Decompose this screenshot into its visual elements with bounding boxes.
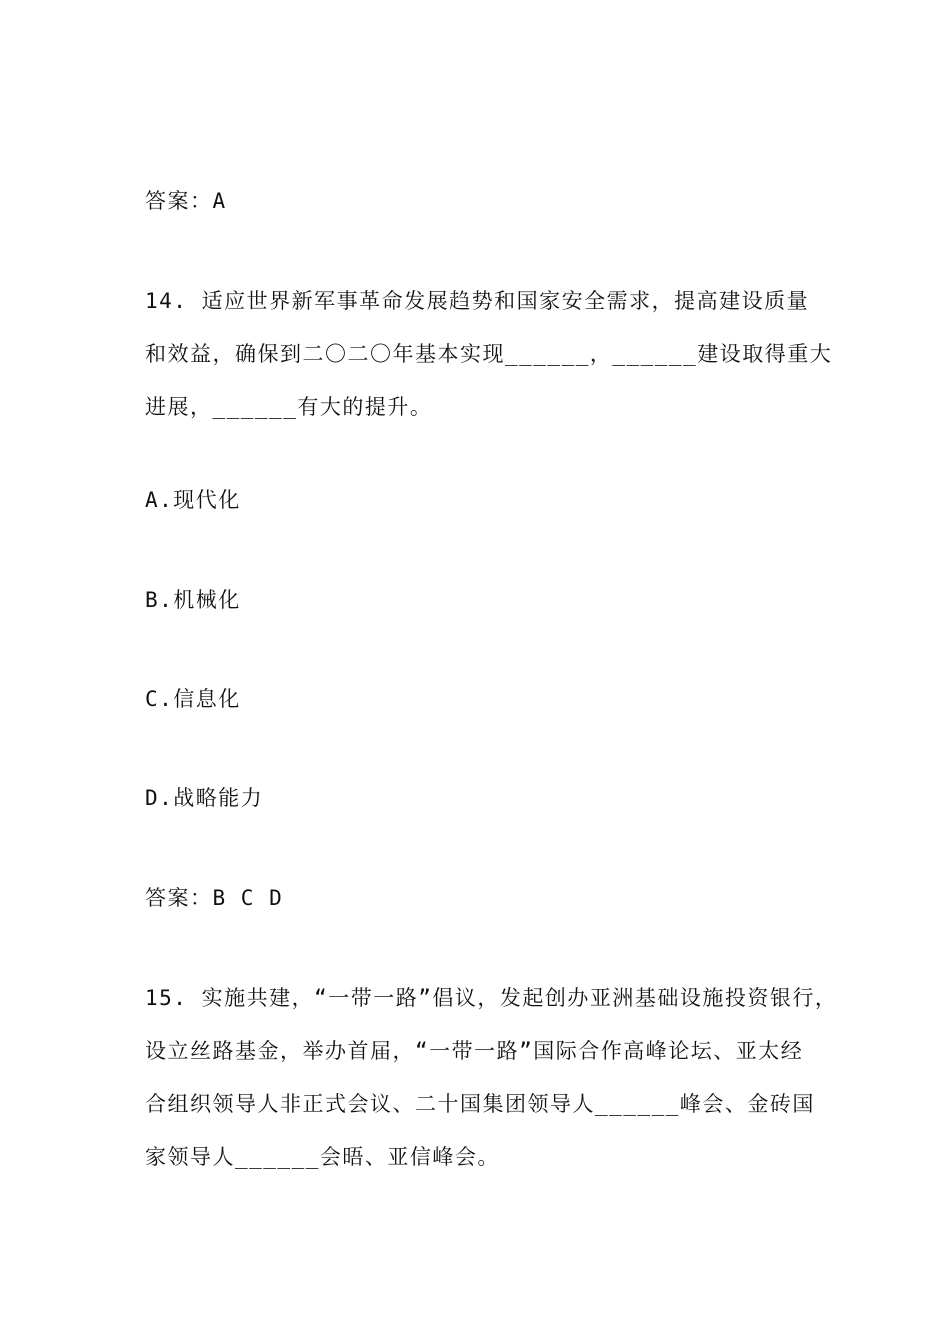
question-14-line-1: 14. 适应世界新军事革命发展趋势和国家安全需求，提高建设质量 <box>145 289 810 313</box>
option-c: C.信息化 <box>145 687 241 711</box>
question-15 <box>145 984 845 1196</box>
option-a: A.现代化 <box>145 488 241 512</box>
question-14-line-2: 和效益，确保到二〇二〇年基本实现______，______建设取得重大 <box>145 342 833 366</box>
answer-14: 答案：B C D <box>145 886 284 910</box>
answer-13: 答案：A <box>145 189 227 213</box>
question-15-line-3: 合组织领导人非正式会议、二十国集团领导人______峰会、金砖国 <box>145 1092 815 1116</box>
option-d: D.战略能力 <box>145 786 264 810</box>
question-15-line-1: 15. 实施共建，“一带一路”倡议，发起创办亚洲基础设施投资银行， <box>145 986 838 1010</box>
question-15-line-4: 家领导人______会晤、亚信峰会。 <box>145 1145 500 1169</box>
question-15-line-2: 设立丝路基金，举办首届，“一带一路”国际合作高峰论坛、亚太经 <box>145 1039 804 1063</box>
question-14 <box>145 287 845 446</box>
option-b: B.机械化 <box>145 588 241 612</box>
question-14-line-3: 进展，______有大的提升。 <box>145 395 433 419</box>
